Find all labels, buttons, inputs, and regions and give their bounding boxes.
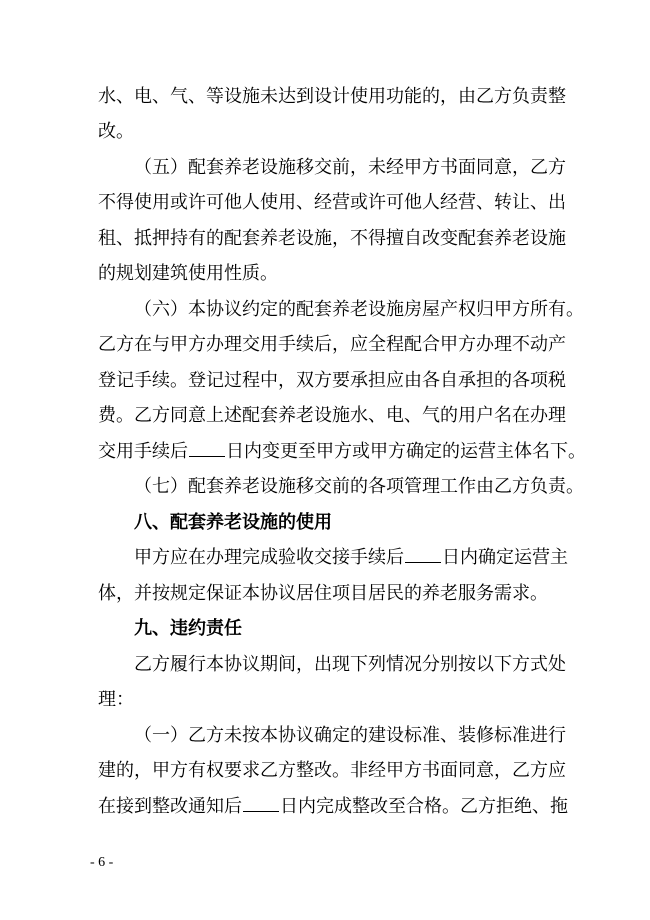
section-heading-9: 九、违约责任	[134, 618, 242, 639]
fill-in-blank	[243, 793, 279, 812]
text-after-blank: 日内确定运营主	[442, 547, 568, 568]
text-before-blank: 在接到整改通知后	[98, 796, 242, 817]
text-line-14	[134, 543, 568, 573]
text-line-9: 登记手续。登记过程中，双方要承担应由各自承担的各项税	[98, 370, 566, 391]
text-line-20: 建的，甲方有权要求乙方整改。非经甲方书面同意，乙方应	[98, 760, 566, 781]
text-line-7: （六）本协议约定的配套养老设施房屋产权归甲方所有。	[134, 299, 584, 320]
text-line-3: （五）配套养老设施移交前，未经甲方书面同意，乙方	[134, 157, 566, 178]
text-before-blank: 交用手续后	[98, 441, 188, 462]
text-line-1: 水、电、气、等设施未达到设计使用功能的，由乙方负责整	[98, 86, 566, 107]
fill-in-blank	[189, 438, 225, 457]
page-number: - 6 -	[90, 855, 114, 870]
text-before-blank: 甲方应在办理完成验收交接手续后	[134, 547, 404, 568]
text-line-12: （七）配套养老设施移交前的各项管理工作由乙方负责。	[134, 476, 584, 497]
text-line-4: 不得使用或许可他人使用、经营或许可他人经营、转让、出	[98, 192, 566, 213]
text-line-21	[98, 792, 568, 822]
text-after-blank: 日内完成整改至合格。乙方拒绝、拖	[280, 796, 568, 817]
text-line-8: 乙方在与甲方办理交用手续后，应全程配合甲方办理不动产	[98, 334, 566, 355]
text-line-10: 费。乙方同意上述配套养老设施水、电、气的用户名在办理	[98, 405, 566, 426]
text-line-19: （一）乙方未按本协议确定的建设标准、装修标准进行	[134, 725, 566, 746]
text-line-6: 的规划建筑使用性质。	[98, 263, 278, 284]
text-line-15: 体，并按规定保证本协议居住项目居民的养老服务需求。	[98, 583, 548, 604]
section-heading-8: 八、配套养老设施的使用	[134, 512, 332, 533]
text-line-11	[98, 437, 586, 467]
fill-in-blank	[405, 544, 441, 563]
text-line-17: 乙方履行本协议期间，出现下列情况分别按以下方式处	[134, 654, 566, 675]
text-line-18: 理：	[98, 689, 134, 710]
text-line-5: 租、抵押持有的配套养老设施，不得擅自改变配套养老设施	[98, 228, 566, 249]
text-after-blank: 日内变更至甲方或甲方确定的运营主体名下。	[226, 441, 586, 462]
text-line-2: 改。	[98, 121, 134, 142]
